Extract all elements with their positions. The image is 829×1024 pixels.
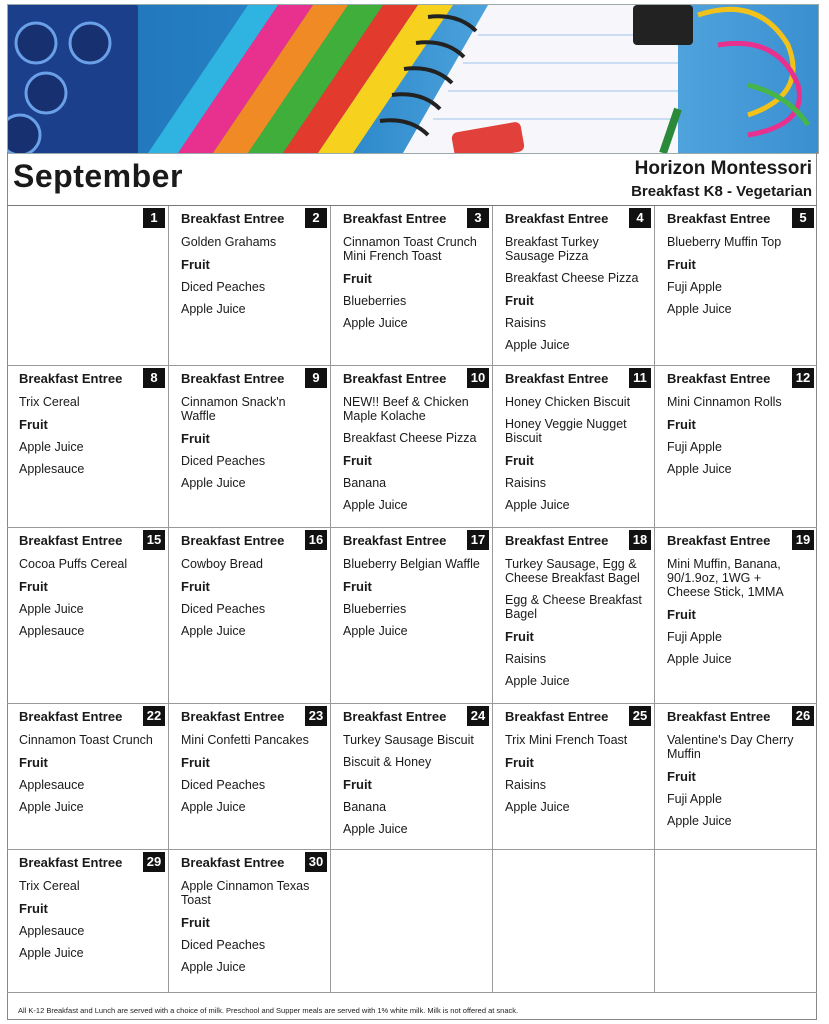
day-number: 23 — [305, 706, 327, 726]
footer-note: All K-12 Breakfast and Lunch are served with a choice of milk. Preschool and Supper meals are served with 1% white milk. Milk is not offered at snack. — [18, 1006, 519, 1015]
entree-item: Turkey Sausage Biscuit — [343, 733, 474, 747]
day-cell — [169, 850, 331, 993]
entree-item: Breakfast Cheese Pizza — [343, 431, 477, 445]
month-title: September — [13, 158, 183, 194]
entree-heading: Breakfast Entree — [19, 855, 123, 870]
entree-heading: Breakfast Entree — [505, 211, 609, 226]
day-number: 9 — [305, 368, 327, 388]
day-number: 8 — [143, 368, 165, 388]
fruit-item: Raisins — [505, 652, 546, 666]
day-cell — [493, 528, 655, 704]
fruit-heading: Fruit — [181, 257, 210, 272]
day-cell — [331, 528, 493, 704]
fruit-item: Apple Juice — [181, 960, 246, 974]
fruit-heading: Fruit — [19, 417, 48, 432]
school-supplies-illustration — [8, 5, 818, 153]
fruit-item: Diced Peaches — [181, 280, 266, 294]
fruit-heading: Fruit — [343, 453, 372, 468]
entree-item: Cinnamon Toast Crunch Mini French Toast — [343, 235, 477, 263]
entree-item: Golden Grahams — [181, 235, 277, 249]
entree-heading: Breakfast Entree — [667, 533, 771, 548]
day-cell — [169, 206, 331, 366]
entree-heading: Breakfast Entree — [181, 709, 285, 724]
fruit-item: Fuji Apple — [667, 280, 722, 294]
entree-item: Blueberry Muffin Top — [667, 235, 782, 249]
day-number: 26 — [792, 706, 814, 726]
entree-heading: Breakfast Entree — [667, 371, 771, 386]
fruit-item: Apple Juice — [505, 498, 570, 512]
day-cell — [7, 206, 169, 366]
fruit-item: Diced Peaches — [181, 602, 266, 616]
fruit-item: Apple Juice — [667, 814, 732, 828]
fruit-item: Applesauce — [19, 462, 85, 476]
fruit-heading: Fruit — [667, 417, 696, 432]
day-number: 29 — [143, 852, 165, 872]
entree-item: Biscuit & Honey — [343, 755, 432, 769]
fruit-heading: Fruit — [505, 453, 534, 468]
day-cell — [169, 366, 331, 528]
fruit-heading: Fruit — [181, 431, 210, 446]
entree-heading: Breakfast Entree — [343, 709, 447, 724]
day-number: 1 — [143, 208, 165, 228]
entree-heading: Breakfast Entree — [181, 371, 285, 386]
entree-heading: Breakfast Entree — [343, 533, 447, 548]
menu-title: Breakfast K8 - Vegetarian — [631, 183, 812, 200]
fruit-item: Raisins — [505, 316, 546, 330]
fruit-item: Apple Juice — [181, 800, 246, 814]
day-cell — [655, 206, 817, 366]
entree-item: Mini Confetti Pancakes — [181, 733, 309, 747]
day-number: 12 — [792, 368, 814, 388]
fruit-heading: Fruit — [181, 755, 210, 770]
fruit-item: Apple Juice — [667, 462, 732, 476]
fruit-item: Apple Juice — [505, 338, 570, 352]
day-number: 17 — [467, 530, 489, 550]
entree-item: Cinnamon Snack'n Waffle — [181, 395, 286, 423]
entree-item: Blueberry Belgian Waffle — [343, 557, 480, 571]
day-number: 16 — [305, 530, 327, 550]
entree-item: Apple Cinnamon Texas Toast — [181, 879, 310, 907]
fruit-item: Blueberries — [343, 294, 407, 308]
day-cell — [7, 704, 169, 850]
fruit-heading: Fruit — [667, 769, 696, 784]
entree-item: Valentine's Day Cherry Muffin — [667, 733, 794, 761]
fruit-item: Apple Juice — [343, 498, 408, 512]
day-number: 18 — [629, 530, 651, 550]
day-number: 5 — [792, 208, 814, 228]
day-number: 30 — [305, 852, 327, 872]
fruit-heading: Fruit — [343, 579, 372, 594]
day-number: 22 — [143, 706, 165, 726]
entree-item: Cinnamon Toast Crunch — [19, 733, 153, 747]
fruit-item: Apple Juice — [19, 800, 84, 814]
entree-item: Trix Cereal — [19, 879, 80, 893]
fruit-item: Apple Juice — [505, 800, 570, 814]
day-number: 24 — [467, 706, 489, 726]
day-number: 11 — [629, 368, 651, 388]
fruit-item: Raisins — [505, 476, 546, 490]
fruit-item: Apple Juice — [667, 652, 732, 666]
entree-heading: Breakfast Entree — [667, 211, 771, 226]
fruit-heading: Fruit — [19, 579, 48, 594]
entree-item: Honey Chicken Biscuit — [505, 395, 631, 409]
fruit-heading: Fruit — [667, 607, 696, 622]
fruit-item: Apple Juice — [19, 440, 84, 454]
fruit-item: Apple Juice — [181, 476, 246, 490]
fruit-item: Blueberries — [343, 602, 407, 616]
fruit-heading: Fruit — [181, 579, 210, 594]
entree-item: Breakfast Cheese Pizza — [505, 271, 639, 285]
day-number: 4 — [629, 208, 651, 228]
calendar-grid — [7, 205, 817, 993]
entree-heading: Breakfast Entree — [505, 709, 609, 724]
day-cell — [331, 366, 493, 528]
fruit-heading: Fruit — [343, 777, 372, 792]
day-cell — [493, 366, 655, 528]
fruit-item: Apple Juice — [343, 822, 408, 836]
day-cell — [493, 704, 655, 850]
school-name: Horizon Montessori — [634, 158, 812, 179]
entree-item: Trix Cereal — [19, 395, 80, 409]
fruit-item: Apple Juice — [343, 624, 408, 638]
entree-heading: Breakfast Entree — [667, 709, 771, 724]
binder-clip-shape — [633, 5, 693, 45]
day-cell — [331, 206, 493, 366]
fruit-item: Apple Juice — [181, 302, 246, 316]
fruit-item: Fuji Apple — [667, 630, 722, 644]
day-cell — [655, 850, 817, 993]
entree-heading: Breakfast Entree — [343, 211, 447, 226]
fruit-item: Banana — [343, 476, 387, 490]
day-cell — [493, 850, 655, 993]
fruit-heading: Fruit — [343, 271, 372, 286]
entree-item: Breakfast Turkey Sausage Pizza — [505, 235, 599, 263]
entree-heading: Breakfast Entree — [343, 371, 447, 386]
fruit-heading: Fruit — [505, 293, 534, 308]
day-number: 25 — [629, 706, 651, 726]
fruit-item: Fuji Apple — [667, 792, 722, 806]
header-banner-illustration — [7, 4, 819, 154]
entree-item: Honey Veggie Nugget Biscuit — [505, 417, 627, 445]
fruit-item: Diced Peaches — [181, 938, 266, 952]
day-cell — [493, 206, 655, 366]
entree-heading: Breakfast Entree — [19, 371, 123, 386]
entree-item: Turkey Sausage, Egg & Cheese Breakfast Bagel — [505, 557, 640, 585]
fruit-item: Raisins — [505, 778, 546, 792]
entree-heading: Breakfast Entree — [505, 371, 609, 386]
fruit-item: Banana — [343, 800, 387, 814]
fruit-heading: Fruit — [505, 629, 534, 644]
fruit-item: Diced Peaches — [181, 454, 266, 468]
day-cell — [169, 528, 331, 704]
fruit-item: Apple Juice — [19, 946, 84, 960]
entree-item: NEW!! Beef & Chicken Maple Kolache — [343, 395, 469, 423]
entree-item: Mini Cinnamon Rolls — [667, 395, 782, 409]
day-cell — [7, 528, 169, 704]
day-cell — [655, 366, 817, 528]
fruit-item: Diced Peaches — [181, 778, 266, 792]
day-cell — [7, 850, 169, 993]
fruit-heading: Fruit — [505, 755, 534, 770]
fruit-item: Applesauce — [19, 624, 85, 638]
fruit-item: Applesauce — [19, 778, 85, 792]
day-number: 15 — [143, 530, 165, 550]
entree-heading: Breakfast Entree — [181, 533, 285, 548]
day-number: 3 — [467, 208, 489, 228]
fruit-item: Apple Juice — [343, 316, 408, 330]
day-number: 19 — [792, 530, 814, 550]
fruit-item: Apple Juice — [667, 302, 732, 316]
day-cell — [169, 704, 331, 850]
fruit-heading: Fruit — [19, 755, 48, 770]
day-number: 10 — [467, 368, 489, 388]
day-cell — [655, 528, 817, 704]
entree-heading: Breakfast Entree — [181, 855, 285, 870]
fruit-item: Applesauce — [19, 924, 85, 938]
entree-item: Cowboy Bread — [181, 557, 263, 571]
fruit-heading: Fruit — [181, 915, 210, 930]
entree-item: Egg & Cheese Breakfast Bagel — [505, 593, 642, 621]
day-cell — [655, 704, 817, 850]
entree-heading: Breakfast Entree — [181, 211, 285, 226]
day-cell — [331, 704, 493, 850]
entree-item: Trix Mini French Toast — [505, 733, 628, 747]
fruit-item: Apple Juice — [19, 602, 84, 616]
fruit-item: Apple Juice — [181, 624, 246, 638]
day-cell — [7, 366, 169, 528]
fruit-item: Fuji Apple — [667, 440, 722, 454]
day-cell — [331, 850, 493, 993]
entree-heading: Breakfast Entree — [505, 533, 609, 548]
fruit-heading: Fruit — [19, 901, 48, 916]
entree-heading: Breakfast Entree — [19, 709, 123, 724]
entree-item: Cocoa Puffs Cereal — [19, 557, 128, 571]
fruit-heading: Fruit — [667, 257, 696, 272]
entree-heading: Breakfast Entree — [19, 533, 123, 548]
entree-item: Mini Muffin, Banana, 90/1.9oz, 1WG + Cheese Stick, 1MMA — [667, 557, 784, 599]
fruit-item: Apple Juice — [505, 674, 570, 688]
day-number: 2 — [305, 208, 327, 228]
